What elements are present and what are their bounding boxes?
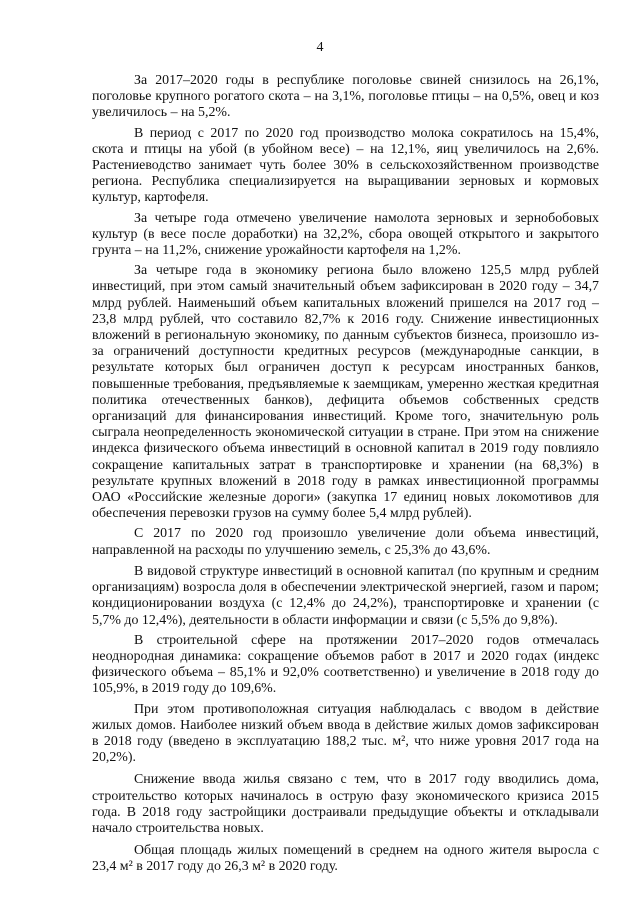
paragraph-construction: В строительной сфере на протяжении 2017–2020 годов отмечалась неоднородная динамика: сокращение объемов работ в 2017 и 2020 годах (индекс физического объема – 85,1% и 92,0% соответственно) и увеличение в 2018 году до 105,9%, в 2019 году до 109,6%. [92,632,599,697]
paragraph-grain-harvest: За четыре года отмечено увеличение намолота зерновых и зернобобовых культур (в весе после доработки) на 32,2%, сбора овощей открытого и закрытого грунта – на 11,2%, снижение урожайности картофеля на 1,2%. [92,210,599,259]
paragraph-housing-commissioning: При этом противоположная ситуация наблюдалась с вводом в действие жилых домов. Наиболее низкий объем ввода в действие жилых домов зафиксирован в 2018 году (введено в эксплуатацию 188,2 тыс. м², что ниже уровня 2017 года на 20,2%). [92,701,599,766]
document-body [92,73,599,876]
paragraph-investment-structure: В видовой структуре инвестиций в основной капитал (по крупным и средним организациям) возросла доля в обеспечении электрической энергией, газом и паром; кондиционировании воздуха (с 12,4% до 24,2%), транспортировке и хранении (с 5,7% до 12,4%), деятельности в области информации и связи (с 5,5% до 9,8%). [92,563,599,628]
paragraph-investments: За четыре года в экономику региона было вложено 125,5 млрд рублей инвестиций, при этом самый значительный объем зафиксирован в 2020 году – 34,7 млрд рублей. Наименьший объем капитальных вложений пришелся на 2017 год – 23,8 млрд рублей, что составило 82,7% к 2016 году. Снижение инвестиционных вложений в региональную экономику, по данным субъектов бизнеса, произошло из-за ограничений доступности кредитных ресурсов (международные санкции, в результате которых был ограничен доступ к ресурсам иностранных банков, повышенные требования, предъявляемые к заемщикам, умеренно жесткая кредитная политика отечественных банков), дефицита объемов собственных средств организаций для финансирования инвестиций. Кроме того, значительную роль сыграла неопределенность экономической ситуации в стране. При этом на снижение индекса физического объема инвестиций в основной капитал в 2019 году повлияло сокращение капитальных затрат в транспортировке и хранении (на 68,3%) в результате крупных вложений в 2018 году в рамках инвестиционной программы ОАО «Российские железные дороги» (закупка 17 единиц новых локомотивов для обеспечения перевозки грузов на сумму более 5,4 млрд рублей). [92,263,599,522]
paragraph-livestock: За 2017–2020 годы в республике поголовье свиней снизилось на 26,1%, поголовье крупного рогатого скота – на 3,1%, поголовье птицы – на 0,5%, овец и коз увеличилось – на 5,2%. [92,73,599,121]
paragraph-living-area: Общая площадь жилых помещений в среднем на одного жителя выросла с 23,4 м² в 2017 году до 26,3 м² в 2020 году. [92,843,599,875]
paragraph-milk-production: В период с 2017 по 2020 год производство молока сократилось на 15,4%, скота и птицы на убой (в убойном весе) – на 12,1%, яиц увеличилось на 2,6%. Растениеводство занимает чуть более 30% в сельскохозяйственном производстве региона. Республика специализируется на выращивании зерновых и кормовых культур, картофеля. [92,125,599,206]
paragraph-land-improvement: С 2017 по 2020 год произошло увеличение доли объема инвестиций, направленной на расходы по улучшению земель, с 25,3% до 43,6%. [92,526,599,558]
page-number: 4 [316,40,324,55]
paragraph-housing-decline: Снижение ввода жилья связано с тем, что в 2017 году вводились дома, строительство которых начиналось в острую фазу экономического кризиса 2015 года. В 2018 году застройщики достраивали предыдущие объекты и откладывали начало строительства новых. [92,772,599,836]
